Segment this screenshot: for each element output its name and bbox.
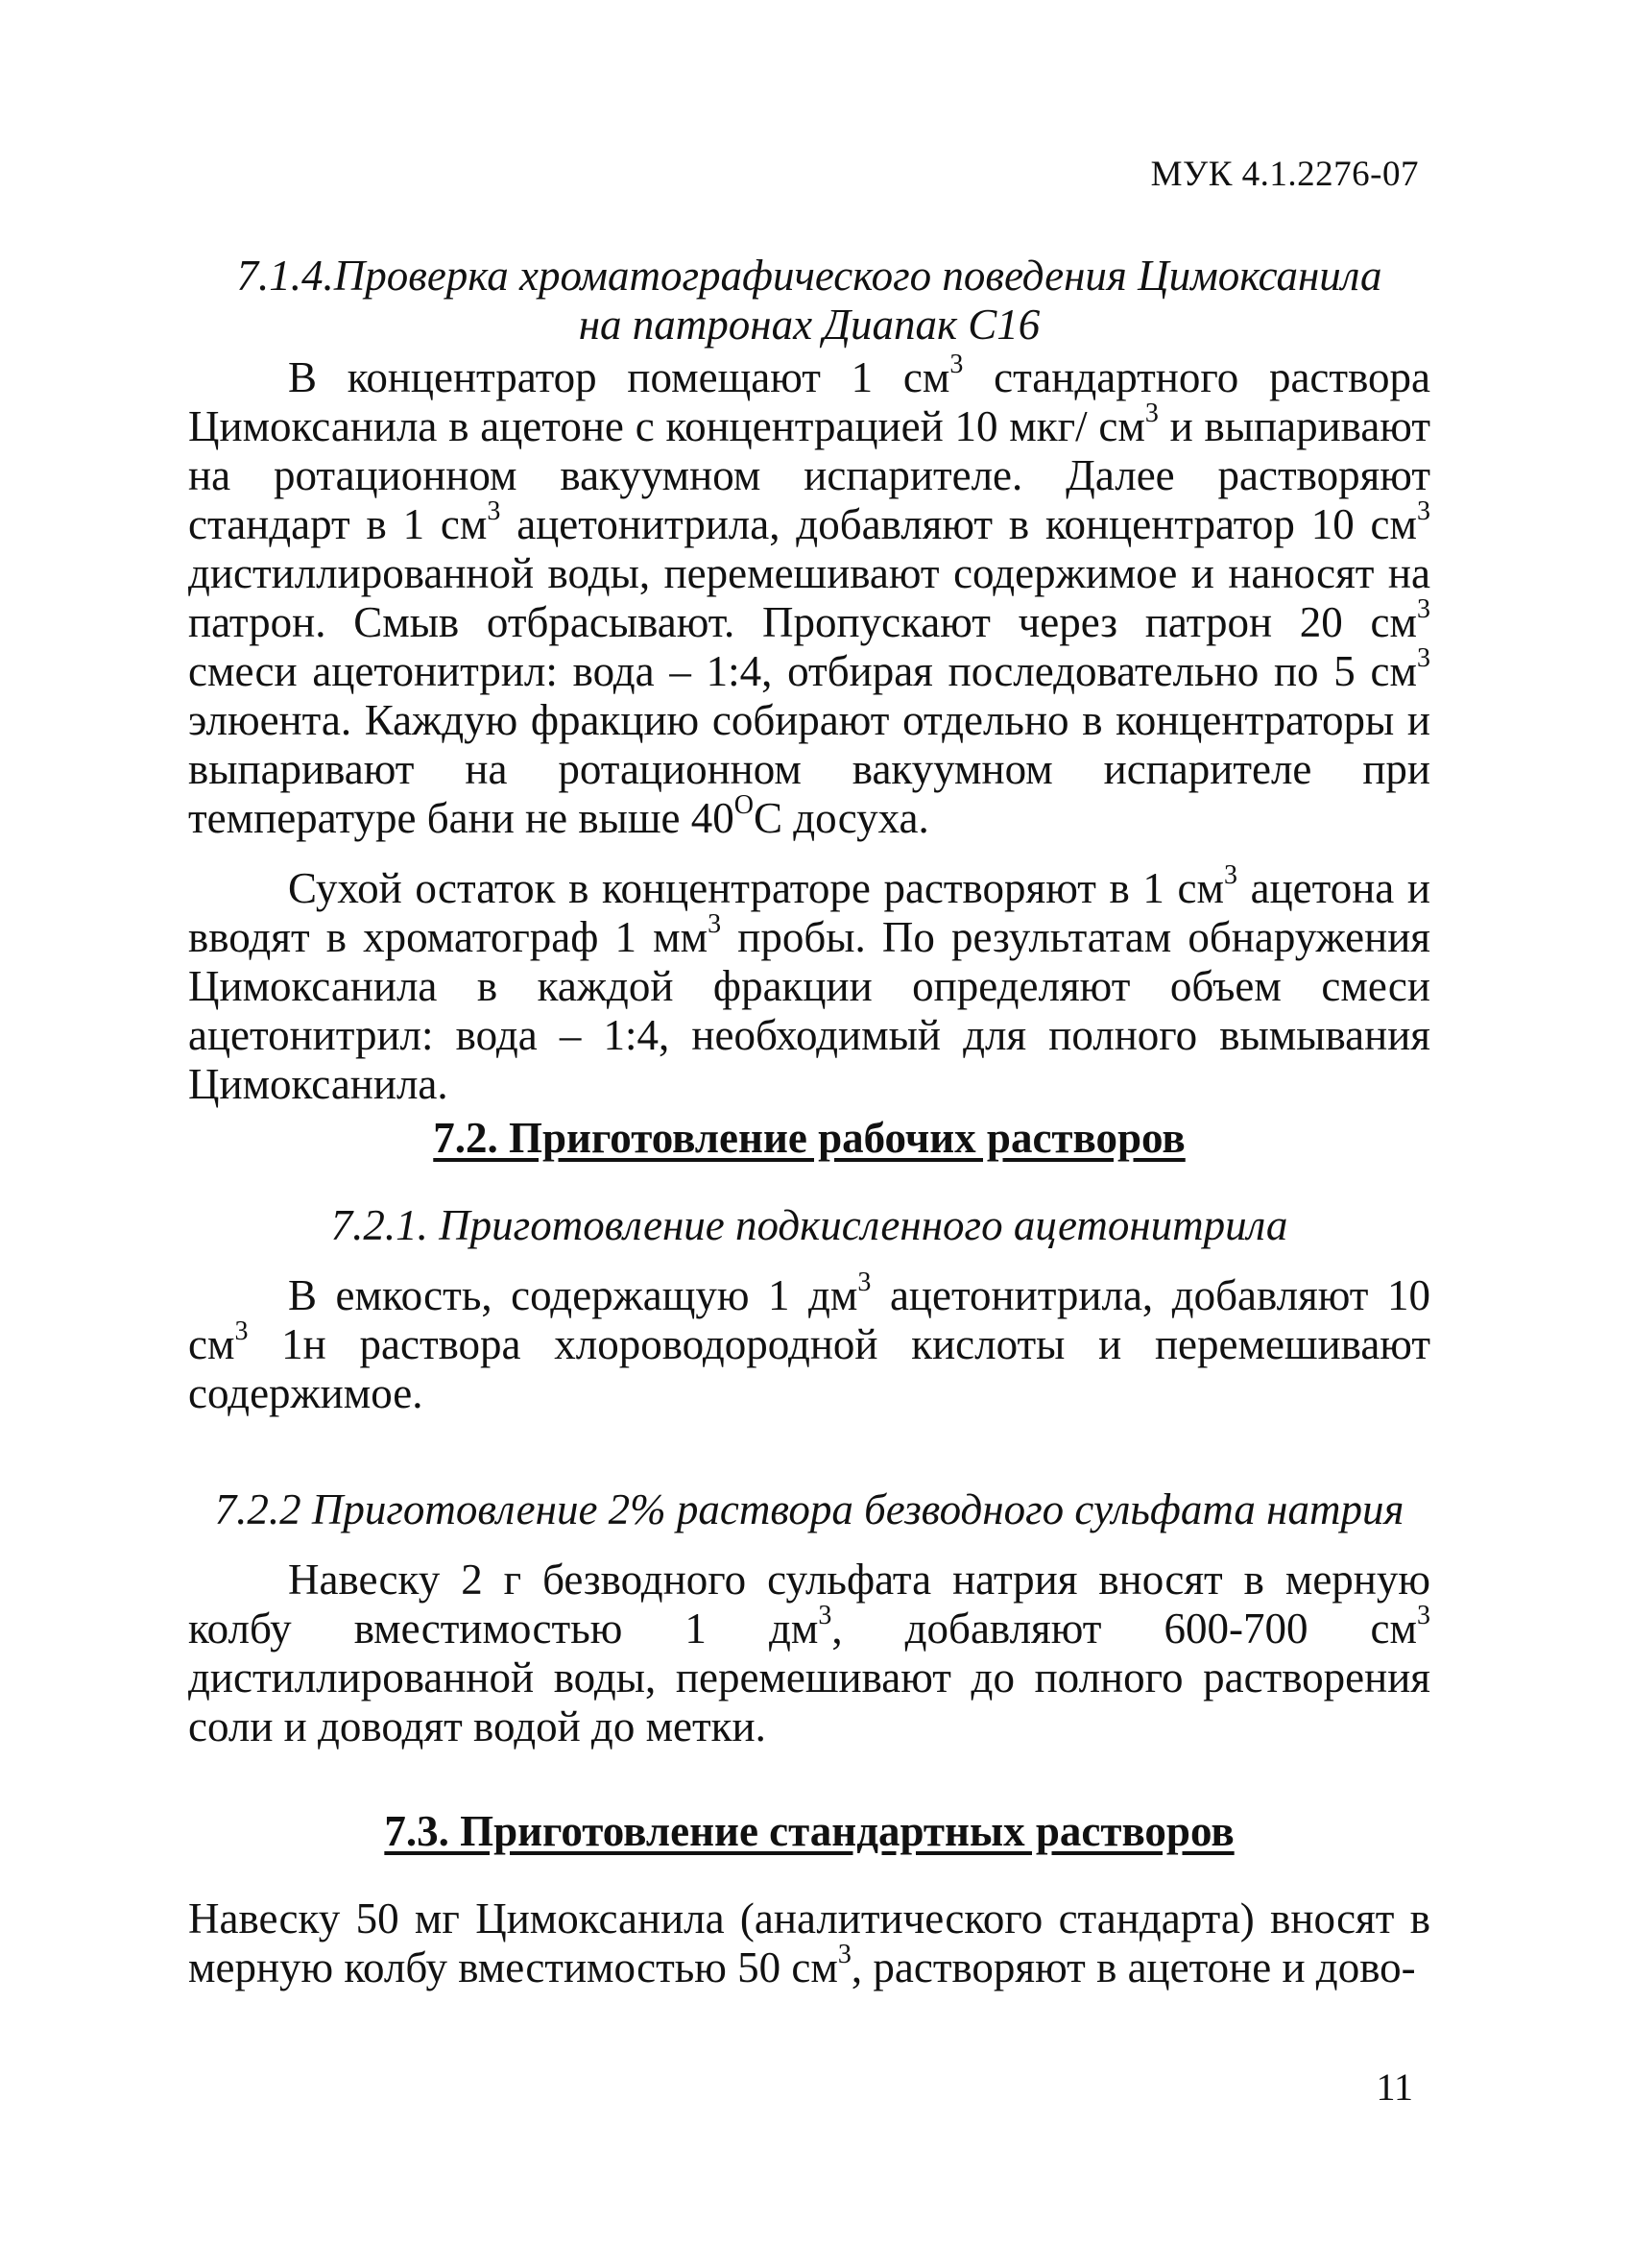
section-7-2 <box>188 1114 1430 1751</box>
section-7-1-4-paragraph-1: В концентратор помещают 1 $см^3$ стандартного раствора Цимоксанила в ацетоне с концентрацией 10 мкг/ $см^3$ и выпаривают на ротационном вакуумном испарителе. Далее растворяют стандарт в 1 $см^3$ ацетонитрила, добавляют в концентратор 10 $см^3$ дистиллированной воды, перемешивают содержимое и наносят на патрон. Смыв отбрасывают. Пропускают через патрон 20 $см^3$ смеси ацетонитрил: вода – 1:4, отбирая последовательно по 5 $см^3$ элюента. Каждую фракцию собирают отдельно в концентраторы и выпаривают на ротационном вакуумном испарителе при температуре бани не выше $40^OС$ досуха. <box>188 350 1430 842</box>
section-7-2-2-title: 7.2.2 Приготовление 2% раствора безводного сульфата натрия <box>214 1485 1404 1533</box>
section-7-2-1-title: 7.2.1. Приготовление подкисленного ацетонитрила <box>330 1201 1288 1249</box>
section-7-1-4-title-line2: на патронах Диапак С16 <box>578 301 1041 349</box>
document-code: МУК 4.1.2276-07 <box>1150 155 1419 194</box>
section-7-1-4-title-line1: 7.1.4.Проверка хроматографического поведения Цимоксанила <box>236 252 1382 300</box>
section-7-2-title: 7.2. Приготовление рабочих растворов <box>433 1114 1186 1162</box>
section-7-2-1-text: В емкость, содержащую 1 $дм^3$ ацетонитрила, добавляют 10 $см^3$ 1н раствора хлороводородной кислоты и перемешивают содержимое. <box>188 1267 1430 1417</box>
section-7-1-4 <box>188 252 1430 1109</box>
section-7-2-2-text: Навеску 2 г безводного сульфата натрия вносят в мерную колбу вместимостью 1 $дм^3$, добавляют 600-700 $см^3$ дистиллированной воды, перемешивают до полного растворения соли и доводят водой до метки. <box>188 1556 1430 1750</box>
page-number: 11 <box>1376 2065 1413 2109</box>
section-7-3 <box>188 1807 1430 1992</box>
section-7-1-4-paragraph-2: Сухой остаток в концентраторе растворяют в 1 $см^3$ ацетона и вводят в хроматограф 1 $мм^3$ пробы. По результатам обнаружения Цимоксанила в каждой фракции определяют объем смеси ацетонитрил: вода – 1:4, необходимый для полного вымывания Цимоксанила. <box>188 860 1430 1108</box>
section-7-3-title: 7.3. Приготовление стандартных растворов <box>384 1807 1235 1855</box>
section-7-3-text: Навеску 50 мг Цимоксанила (аналитического стандарта) вносят в мерную колбу вместимостью 50 $см^3$, растворяют в ацетоне и дово- <box>188 1894 1430 1991</box>
